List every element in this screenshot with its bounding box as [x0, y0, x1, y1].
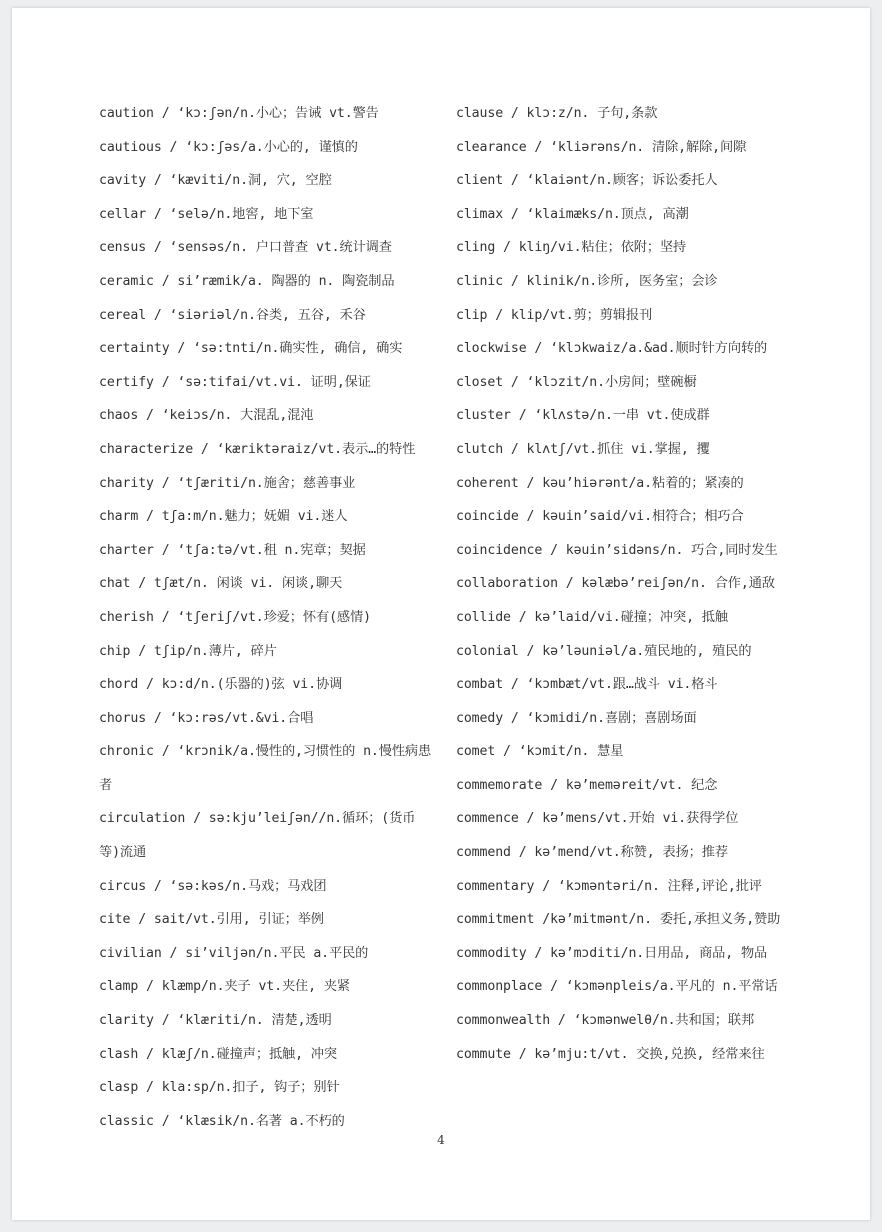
- vocab-entry: circus / ‘sə:kəs/n.马戏；马戏团: [99, 878, 327, 894]
- vocab-entry: commute / kə’mju:t/vt. 交换,兑换, 经常来往: [456, 1046, 765, 1062]
- document-page: [12, 8, 870, 1220]
- vocab-entry: civilian / si’viljən/n.平民 a.平民的: [99, 945, 369, 961]
- vocab-entry: commentary / ‘kɔməntəri/n. 注释,评论,批评: [456, 878, 762, 894]
- vocab-entry: chip / tʃip/n.薄片, 碎片: [99, 643, 277, 659]
- vocab-entry: commonplace / ‘kɔmənpleis/a.平凡的 n.平常话: [456, 979, 778, 995]
- vocab-entry: cluster / ‘klʌstə/n.一串 vt.使成群: [456, 408, 710, 424]
- vocab-entry: collide / kə’laid/vi.碰撞；冲突, 抵触: [456, 609, 728, 625]
- vocab-entry: charm / tʃa:m/n.魅力；妩媚 vi.迷人: [99, 509, 348, 525]
- vocab-entry: commemorate / kə’meməreit/vt. 纪念: [456, 777, 718, 793]
- vocab-entry: commence / kə’mens/vt.开始 vi.获得学位: [456, 811, 739, 827]
- vocab-entry: commodity / kə’mɔditi/n.日用品, 商品, 物品: [456, 945, 768, 961]
- vocab-entry: commitment /kə’mitmənt/n. 委托,承担义务,赞助: [456, 912, 781, 928]
- vocab-entry: certainty / ‘sə:tnti/n.确实性, 确信, 确实: [99, 341, 403, 357]
- vocab-entry: chat / tʃæt/n. 闲谈 vi. 闲谈,聊天: [99, 576, 343, 592]
- vocab-entry: characterize / ‘kæriktəraiz/vt.表示…的特性: [99, 441, 416, 457]
- vocab-entry: comet / ‘kɔmit/n. 慧星: [456, 744, 624, 760]
- left-column: [99, 97, 434, 1138]
- vocab-entry: clutch / klʌtʃ/vt.抓住 vi.掌握, 攫: [456, 441, 710, 457]
- vocab-entry: chaos / ‘keiɔs/n. 大混乱,混沌: [99, 408, 314, 424]
- vocab-entry: cereal / ‘siəriəl/n.谷类, 五谷, 禾谷: [99, 307, 366, 323]
- vocab-entry: cling / kliŋ/vi.粘住；依附；坚持: [456, 240, 687, 256]
- vocab-entry: clearance / ‘kliərəns/n. 清除,解除,间隙: [456, 139, 747, 155]
- vocab-entry: certify / ‘sə:tifai/vt.vi. 证明,保证: [99, 374, 371, 390]
- vocab-entry: colonial / kə’ləuniəl/a.殖民地的, 殖民的: [456, 643, 752, 659]
- vocab-entry: commend / kə’mend/vt.称赞, 表扬；推荐: [456, 845, 728, 861]
- vocab-entry: cautious / ‘kɔ:ʃəs/a.小心的, 谨慎的: [99, 139, 358, 155]
- vocab-entry: cherish / ‘tʃeriʃ/vt.珍爱；怀有(感情): [99, 609, 371, 625]
- vocab-entry: client / ‘klaiənt/n.顾客；诉讼委托人: [456, 173, 718, 189]
- vocab-entry: clip / klip/vt.剪；剪辑报刊: [456, 307, 653, 323]
- vocab-entry: combat / ‘kɔmbæt/vt.跟…战斗 vi.格斗: [456, 677, 718, 693]
- vocab-entry: coincidence / kəuin’sidəns/n. 巧合,同时发生: [456, 542, 778, 558]
- vocab-entry: closet / ‘klɔzit/n.小房间；壁碗橱: [456, 374, 697, 390]
- vocab-entry: chord / kɔ:d/n.(乐器的)弦 vi.协调: [99, 677, 343, 693]
- vocab-entry: cite / sait/vt.引用, 引证；举例: [99, 912, 324, 928]
- vocab-entry: ceramic / si’ræmik/a. 陶器的 n. 陶瓷制品: [99, 273, 395, 289]
- vocab-entry: clamp / klæmp/n.夹子 vt.夹住, 夹紧: [99, 979, 350, 995]
- vocab-entry: climax / ‘klaimæks/n.顶点, 高潮: [456, 206, 689, 222]
- vocab-entry: clinic / klinik/n.诊所, 医务室；会诊: [456, 273, 718, 289]
- right-column: [456, 97, 796, 1071]
- page-number: 4: [437, 1133, 445, 1147]
- vocab-entry: charter / ‘tʃa:tə/vt.租 n.宪章；契据: [99, 542, 366, 558]
- vocab-entry: chorus / ‘kɔ:rəs/vt.&vi.合唱: [99, 710, 314, 726]
- vocab-entry: clause / klɔ:z/n. 子句,条款: [456, 106, 658, 121]
- vocab-entry: chronic / ‘krɔnik/a.慢性的,习惯性的 n.慢性病患者: [99, 744, 432, 793]
- vocab-entry: clash / klæʃ/n.碰撞声；抵触, 冲突: [99, 1046, 337, 1062]
- vocab-entry: cavity / ‘kæviti/n.洞, 穴, 空腔: [99, 173, 332, 189]
- vocab-entry: charity / ‘tʃæriti/n.施舍；慈善事业: [99, 475, 356, 491]
- vocab-entry: clarity / ‘klæriti/n. 清楚,透明: [99, 1013, 332, 1029]
- vocab-entry: clockwise / ‘klɔkwaiz/a.&ad.顺时针方向转的: [456, 341, 768, 357]
- vocab-entry: coherent / kəu’hiərənt/a.粘着的；紧凑的: [456, 475, 744, 491]
- vocab-entry: census / ‘sensəs/n. 户口普查 vt.统计调查: [99, 240, 392, 256]
- vocab-entry: comedy / ‘kɔmidi/n.喜剧；喜剧场面: [456, 710, 697, 726]
- vocab-entry: coincide / kəuin’said/vi.相符合；相巧合: [456, 509, 744, 525]
- vocab-entry: collaboration / kəlæbə’reiʃən/n. 合作,通敌: [456, 576, 775, 592]
- vocab-entry: classic / ‘klæsik/n.名著 a.不朽的: [99, 1113, 345, 1129]
- vocab-entry: caution / ‘kɔ:ʃən/n.小心；告诫 vt.警告: [99, 106, 379, 121]
- vocab-entry: cellar / ‘selə/n.地窖, 地下室: [99, 206, 314, 222]
- vocab-entry: commonwealth / ‘kɔmənwelθ/n.共和国；联邦: [456, 1013, 755, 1029]
- vocab-entry: circulation / sə:kju’leiʃən//n.循环；(货币等)流通: [99, 811, 416, 861]
- vocab-entry: clasp / kla:sp/n.扣子, 钩子；别针: [99, 1080, 340, 1096]
